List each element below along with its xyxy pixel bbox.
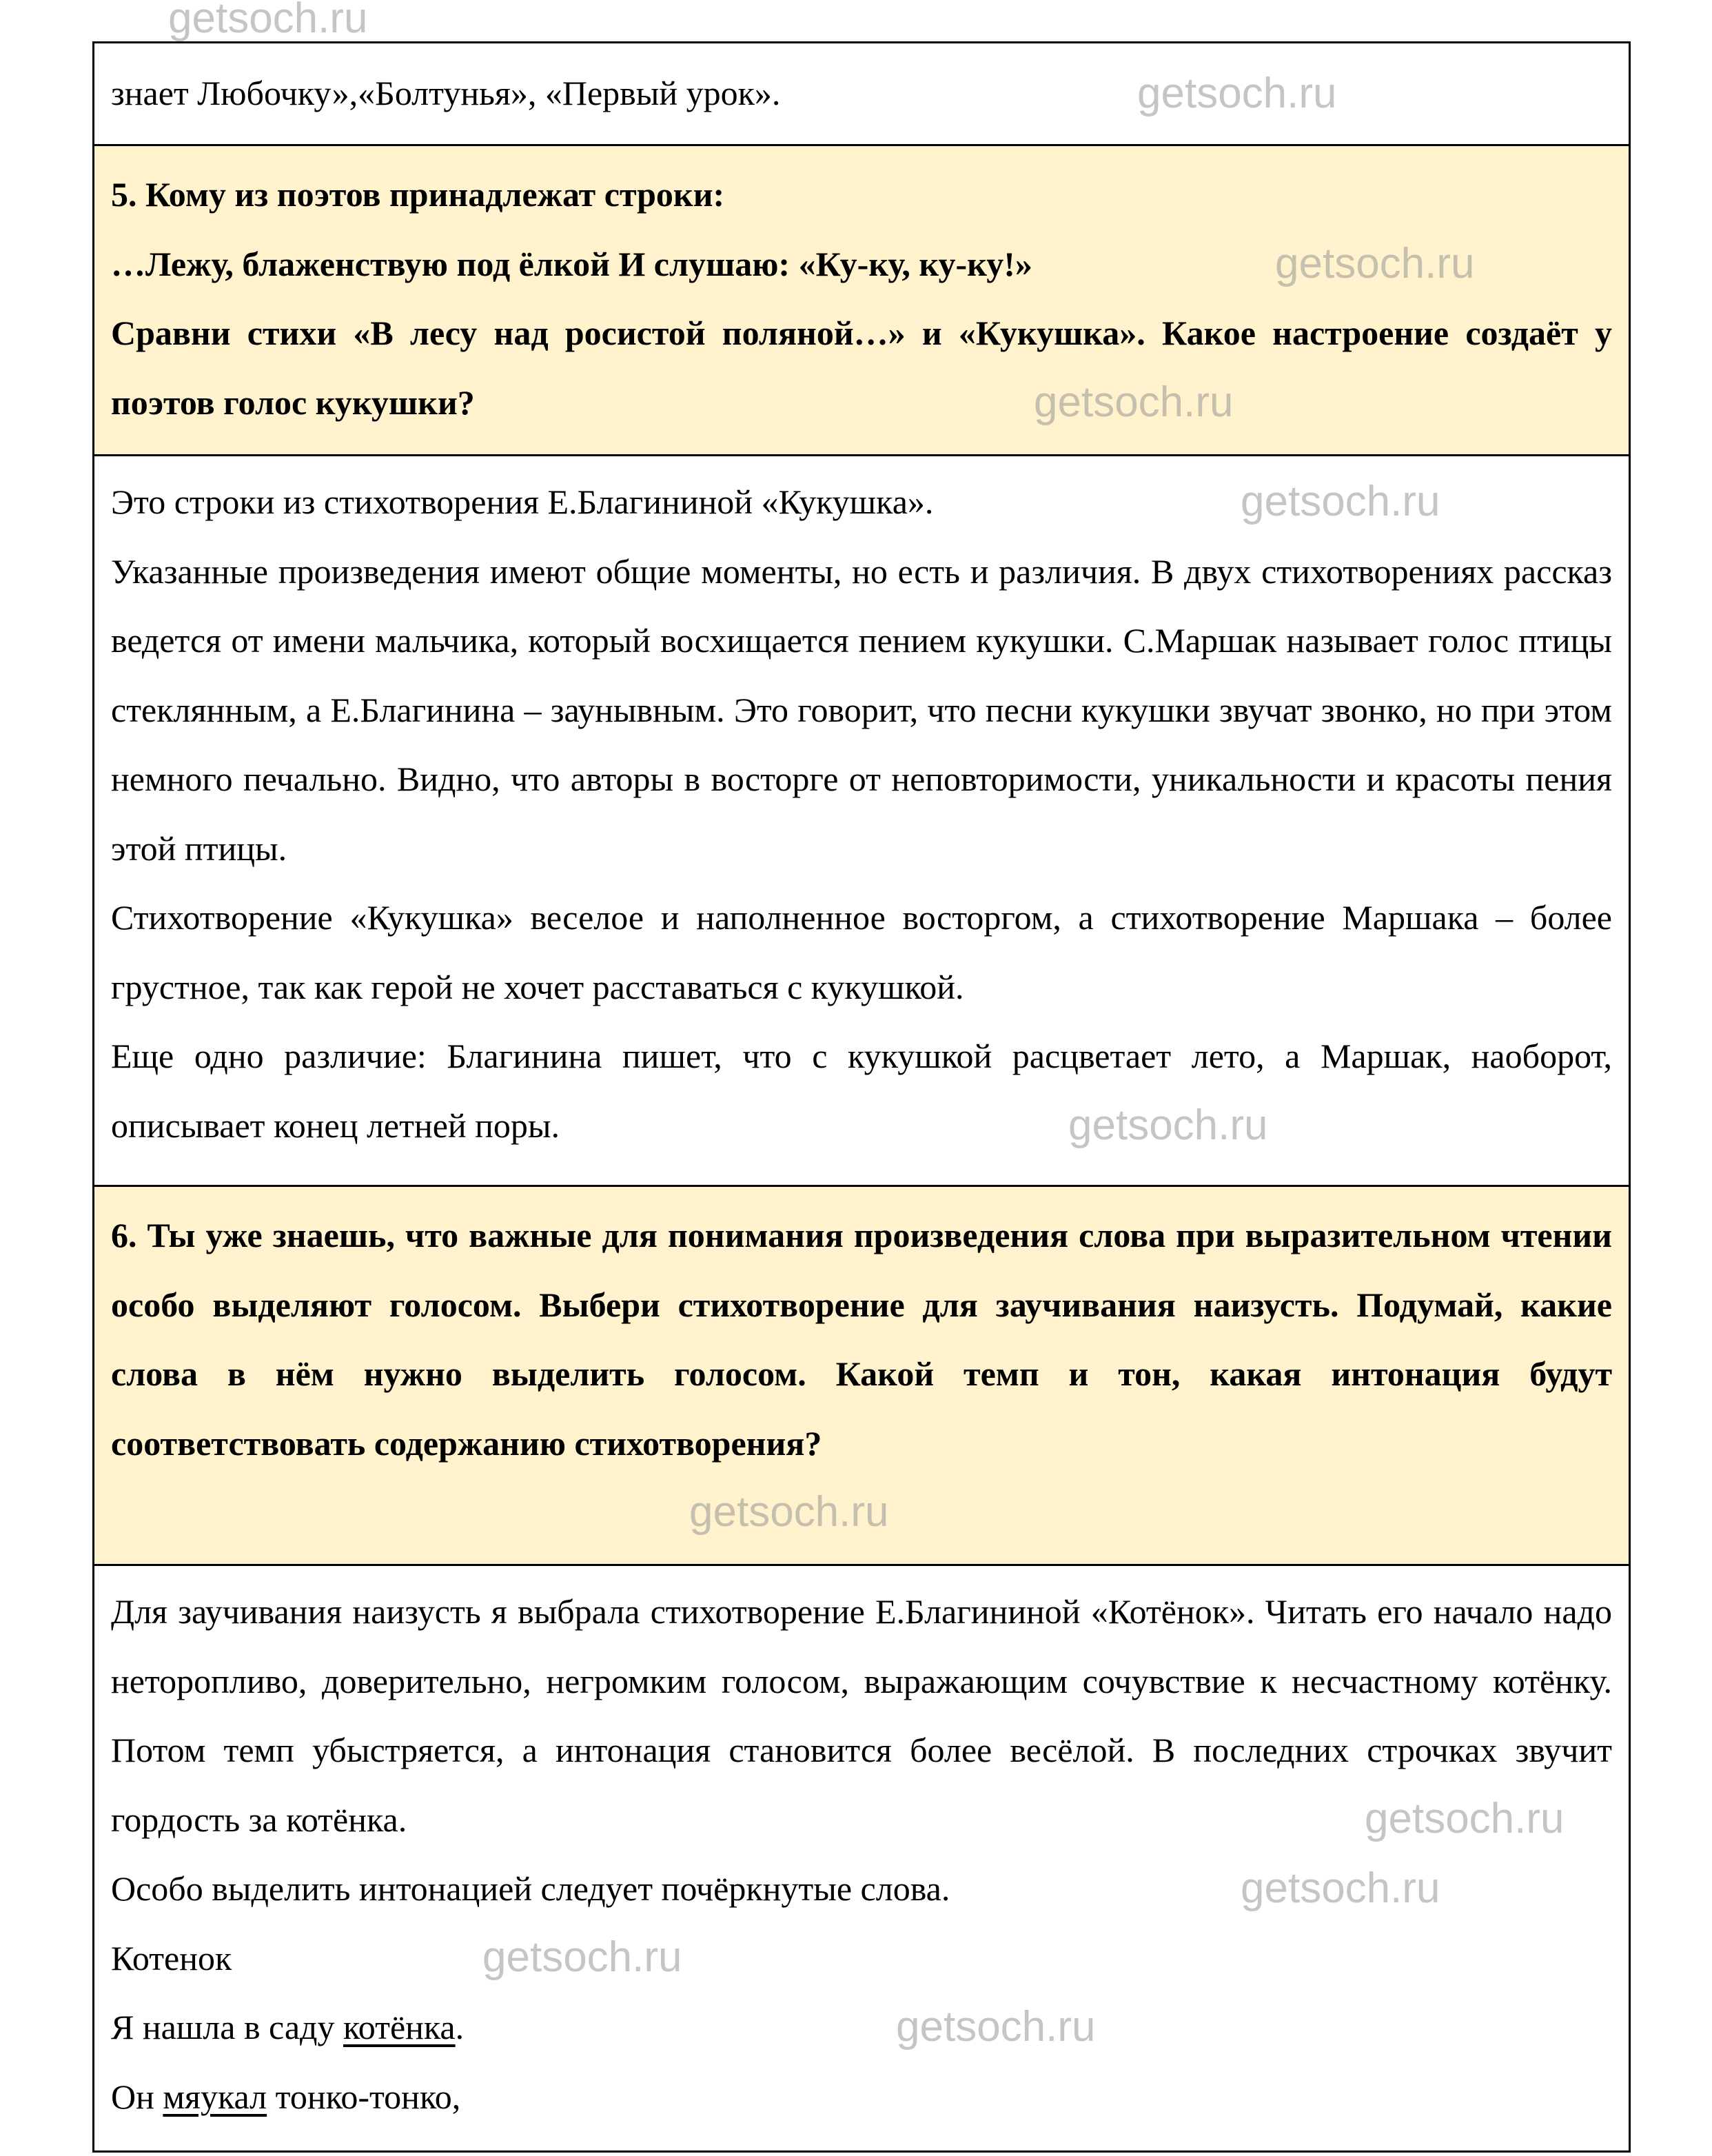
paragraph: Стихотворение «Кукушка» веселое и наполненное восторгом, а стихотворение Маршака – более грустное, так как герой не хочет расставаться с кукушкой. — [111, 898, 1612, 1006]
watermark: getsoch.ru — [1241, 478, 1440, 525]
underlined-word: мяукал — [163, 2077, 267, 2116]
answer-row-6 — [94, 1564, 1629, 2150]
watermark: getsoch.ru — [1068, 1101, 1268, 1149]
underlined-word: котёнка — [343, 2008, 456, 2046]
paragraph: Для заучивания наизусть я выбрала стихотворение Е.Благининой «Котёнок». Читать его начало надо неторопливо, доверительно, негромким голосом, выражающим сочувствие к несчастному котёнку. Потом темп убыстряется, а интонация становится более весёлой. В последних строчках звучит гордость за котёнка. — [111, 1592, 1612, 1839]
watermark: getsoch.ru — [482, 1933, 682, 1981]
question-text: 6. Ты уже знаешь, что важные для понимания произведения слова при выразительном чтении особо выделяют голосом. Выбери стихотворение для заучивания наизусть. Подумай, какие слова в нём нужно выделить голосом. Какой темп и тон, какая интонация будут соответствовать содержанию стихотворения? — [111, 1216, 1612, 1463]
poem-line — [111, 2062, 1612, 2132]
watermark: getsoch.ru — [1137, 70, 1337, 117]
watermark: getsoch.ru — [896, 2003, 1096, 2051]
paragraph: Указанные произведения имеют общие моменты, но есть и различия. В двух стихотворениях рассказ ведется от имени мальчика, который восхищается пением кукушки. С.Маршак называет голос птицы стеклянным, а Е.Благинина – заунывным. Это говорит, что песни кукушки звучат звонко, но при этом немного печально. Видно, что авторы в восторге от неповторимости, уникальности и красоты пения этой птицы. — [111, 551, 1612, 868]
answer-row-4-end — [94, 43, 1629, 144]
paragraph: Это строки из стихотворения Е.Благининой «Кукушка». — [111, 482, 934, 521]
text: . — [455, 2008, 465, 2046]
text: Он — [111, 2077, 163, 2116]
watermark: getsoch.ru — [1365, 1795, 1565, 1842]
poem-line — [111, 1993, 1612, 2062]
answer-row-5 — [94, 454, 1629, 1185]
paragraph: знает Любочку»,«Болтунья», «Первый урок». — [111, 74, 781, 112]
watermark: getsoch.ru — [1275, 240, 1475, 287]
question-row-5 — [94, 144, 1629, 454]
qa-table — [92, 41, 1631, 2153]
paragraph: Особо выделить интонацией следует почёркнутые слова. — [111, 1869, 950, 1908]
question-title: 5. Кому из поэтов принадлежат строки: — [111, 175, 725, 214]
question-text: Сравни стихи «В лесу над росистой поляной…» и «Кукушка». Какое настроение создаёт у поэтов голос кукушки? — [111, 314, 1612, 422]
watermark: getsoch.ru — [168, 0, 368, 42]
watermark: getsoch.ru — [1241, 1864, 1440, 1912]
quote: …Лежу, блаженствую под ёлкой И слушаю: «Ку-ку, ку-ку!» — [111, 244, 1032, 283]
paragraph: Еще одно различие: Благинина пишет, что с кукушкой расцветает лето, а Маршак, наоборот, описывает конец летней поры. — [111, 1037, 1612, 1145]
poem-title: Котенок — [111, 1938, 232, 1977]
text: Я нашла в саду — [111, 2008, 343, 2046]
watermark: getsoch.ru — [1034, 378, 1234, 426]
watermark: getsoch.ru — [689, 1488, 889, 1536]
text: тонко-тонко, — [267, 2077, 461, 2116]
question-row-6 — [94, 1185, 1629, 1564]
